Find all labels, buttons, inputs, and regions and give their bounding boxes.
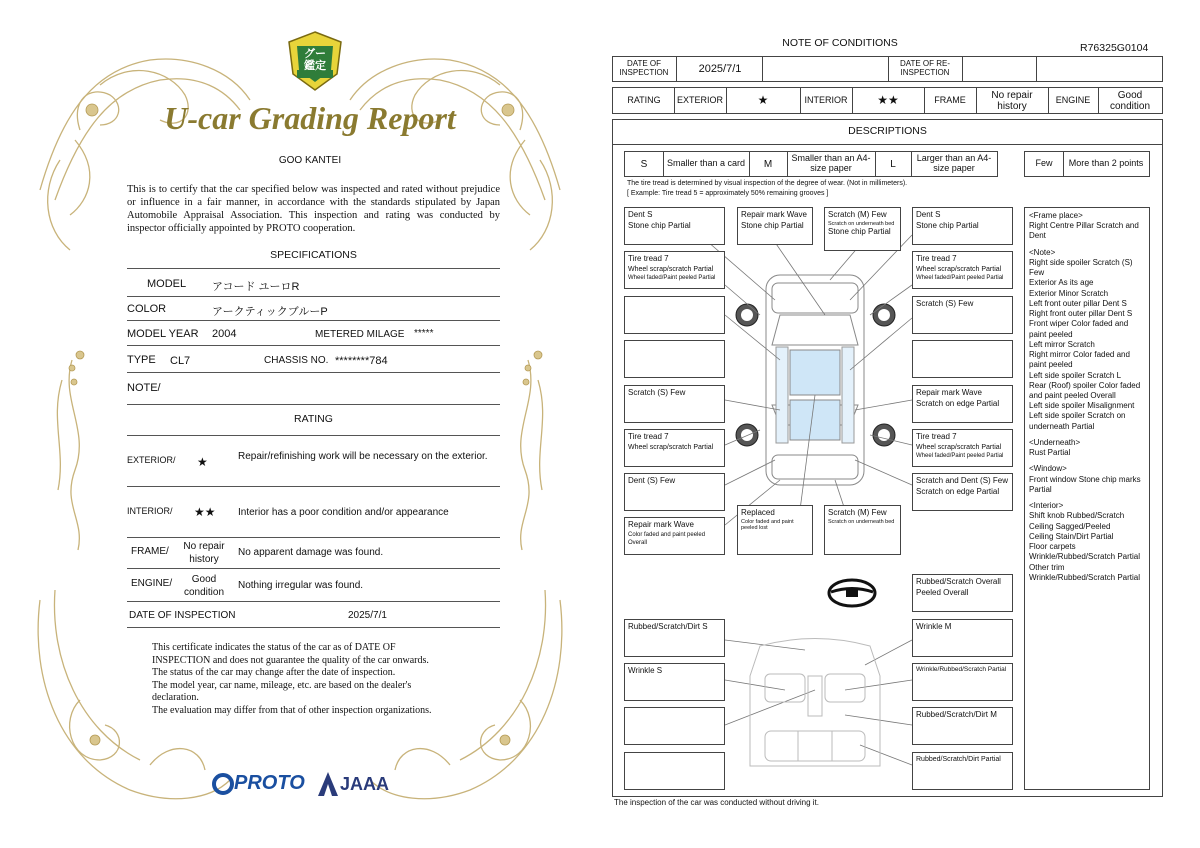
desc-box-rear-right: Scratch and Dent (S) Few Scratch on edge Partial [912,473,1013,511]
metered-milage-label: METERED MILAGE [315,329,405,340]
desc-box-dash: Wrinkle M [912,619,1013,657]
metered-milage-value: ***** [414,328,434,339]
report-subtitle: GOO KANTEI [278,155,342,166]
legend-s: S [640,158,648,170]
model-year-label: MODEL YEAR [127,328,199,340]
exterior-stars: ★ [197,455,208,469]
notes-panel: <Frame place> Right Centre Pillar Scratch and Dent <Note> Right side spoiler Scratch (S) Few Exterior As its age Exterior Minor Scratch Left front outer pillar Dent S Right front outer pillar Dent S Front wiper Color faded and paint peeled Left mirror Scratch Right mirror Color faded and paint peeled Left side spoiler Scratch L Rear (Roof) spoiler Color faded and paint peeled Overall Left side spoiler Misalignment Left side spoiler Scratch on underneath Partial <Underneath> Rust Partial <Window> Front window Stone chip marks Partial <Interior> Shift knob Rubbed/Scratch Ceiling Sagged/Peeled Ceiling Stain/Dirt Partial Floor carpets Wrinkle/Rubbed/Scratch Partial Other trim Wrinkle/Rubbed/Scratch Partial [1024,207,1150,790]
desc-box-ceiling: Rubbed/Scratch/Dirt S [624,619,725,657]
desc-box-empty-4 [624,707,725,745]
legend-s-desc: Smaller than a card [666,158,746,169]
desc-box-left-door: Scratch (S) Few [624,385,725,423]
exterior-stars-r: ★ [757,92,769,107]
desc-box-tire-rr: Tire tread 7 Wheel scrap/scratch Partial Wheel faded/Paint peeled Partial [912,429,1013,467]
rating-heading: RATING [294,413,333,425]
color-value: アークティックブルーP [212,306,328,318]
desc-box-tire-fl: Tire tread 7 Wheel scrap/scratch Partial Wheel faded/Paint peeled Partial [624,251,725,289]
report-number: R76325G0104 [1080,42,1149,54]
legend-m: M [763,158,773,170]
date-label: DATE OF INSPECTION [619,59,669,77]
type-label: TYPE [127,354,156,366]
desc-box-front-left: Dent S Stone chip Partial [624,207,725,245]
model-value: アコード ユーロR [212,281,300,293]
frame-label-r: FRAME [934,94,966,105]
type-value: CL7 [170,355,191,367]
frame-value: No repair history [183,541,225,565]
desc-box-rear-left: Dent (S) Few [624,473,725,511]
interior-desc: Interior has a poor condition and/or appearance [238,507,449,518]
frame-label: FRAME/ [131,546,169,557]
desc-box-empty-2 [624,340,725,378]
desc-box-front-center: Repair mark Wave Stone chip Partial [737,207,813,245]
desc-box-empty-1 [624,296,725,334]
specifications-heading: SPECIFICATIONS [270,249,357,261]
desc-box-bonnet: Scratch (M) Few Scratch on underneath bed Stone chip Partial [824,207,901,251]
note-label: NOTE/ [127,382,161,394]
footer-disclaimer: This certificate indicates the status of the car as of DATE OF INSPECTION and does not guarantee the quality of the car onwards. The status of the car may change after the date of inspection. The model year, car name, mileage, etc. are based on the dealer's declaration. The evaluation may differ from that of other inspection organizations. [152,642,432,716]
chassis-value: ********784 [335,355,388,367]
desc-box-tire-fr: Tire tread 7 Wheel scrap/scratch Partial Wheel faded/Paint peeled Partial [912,251,1013,289]
descriptions-heading: DESCRIPTIONS [848,125,927,138]
date-of-inspection-label: DATE OF INSPECTION [129,610,236,621]
engine-desc: Nothing irregular was found. [238,580,364,591]
exterior-label: EXTERIOR/ [127,455,176,465]
legend-l: L [890,158,896,170]
legend-few-desc: More than 2 points [1068,158,1144,169]
reinspection-label: DATE OF RE-INSPECTION [899,59,951,77]
desc-box-right-fender: Scratch (S) Few [912,296,1013,334]
engine-label-r: ENGINE [1055,94,1091,105]
date-of-inspection-value: 2025/7/1 [348,610,387,621]
engine-label: ENGINE/ [131,578,173,589]
noc-title: NOTE OF CONDITIONS [782,37,898,49]
desc-box-console: Rubbed/Scratch/Dirt M [912,707,1013,745]
exterior-label-r: EXTERIOR [676,94,723,105]
chassis-label: CHASSIS NO. [264,355,329,366]
rating-label: RATING [627,94,661,105]
interior-stars-r: ★★ [877,92,899,107]
color-label: COLOR [127,303,167,315]
engine-value-r: Good condition [1109,89,1151,112]
model-label: MODEL [147,278,187,290]
interior-stars: ★★ [194,505,216,519]
desc-box-front-seat-left: Wrinkle S [624,663,725,701]
logo-text: グー鑑定 [304,48,326,73]
interior-label: INTERIOR/ [127,506,173,516]
model-year-value: 2004 [212,328,237,340]
desc-box-rear-bumper: Scratch (M) Few Scratch on underneath bed [824,505,901,555]
steering-wheel-icon [826,577,878,609]
desc-box-rear-seat: Rubbed/Scratch/Dirt Partial [912,752,1013,790]
interior-label-r: INTERIOR [804,94,848,105]
jaaa-logo: JAAA [318,770,398,798]
proto-logo: PROTO [212,770,312,798]
proto-mark-icon [212,773,234,795]
desc-box-tire-rl: Tire tread 7 Wheel scrap/scratch Partial [624,429,725,467]
legend-few: Few [1035,158,1053,169]
desc-box-rear-spoiler: Repair mark Wave Color faded and paint peeled Overall [624,517,725,555]
note-of-conditions [600,0,1200,848]
tire-note-1: The tire tread is determined by visual inspection of the degree of wear. (Not in millimeters). [627,180,908,187]
tire-note-2: [ Example: Tire tread 5 = approximately 50% remaining grooves ] [627,190,829,197]
footer-note: The inspection of the car was conducted without driving it. [614,798,819,807]
desc-box-empty-5 [624,752,725,790]
legend-l-desc: Larger than an A4-size paper [916,153,992,173]
frame-desc: No apparent damage was found. [238,547,384,558]
date-value: 2025/7/1 [698,62,742,75]
report-title: U-car Grading Report [164,100,456,136]
legend-m-desc: Smaller than an A4-size paper [791,153,871,173]
desc-box-empty-3 [912,340,1013,378]
engine-value: Good condition [183,574,225,598]
desc-box-steering: Rubbed/Scratch Overall Peeled Overall [912,574,1013,612]
desc-box-front-right: Dent S Stone chip Partial [912,207,1013,245]
frame-value-r: No repair history [991,89,1033,112]
car-interior-diagram [740,636,890,776]
exterior-desc: Repair/refinishing work will be necessary on the exterior. [238,451,488,462]
desc-box-right-door: Repair mark Wave Scratch on edge Partial [912,385,1013,423]
jaaa-mark-icon [318,772,338,796]
goo-kantei-logo [287,30,343,92]
certify-text: This is to certify that the car specified below was inspected and rated without prejudice or influence in a fair manner, in accordance with the standards stipulated by Japan Automobile Appraisal Association. This inspection and rating was conducted by inspector officially appointed by PROTO cooperation. [127,184,500,235]
desc-box-front-seat-right: Wrinkle/Rubbed/Scratch Partial [912,663,1013,701]
desc-box-trunk: Replaced Color faded and paint peeled lost [737,505,813,555]
